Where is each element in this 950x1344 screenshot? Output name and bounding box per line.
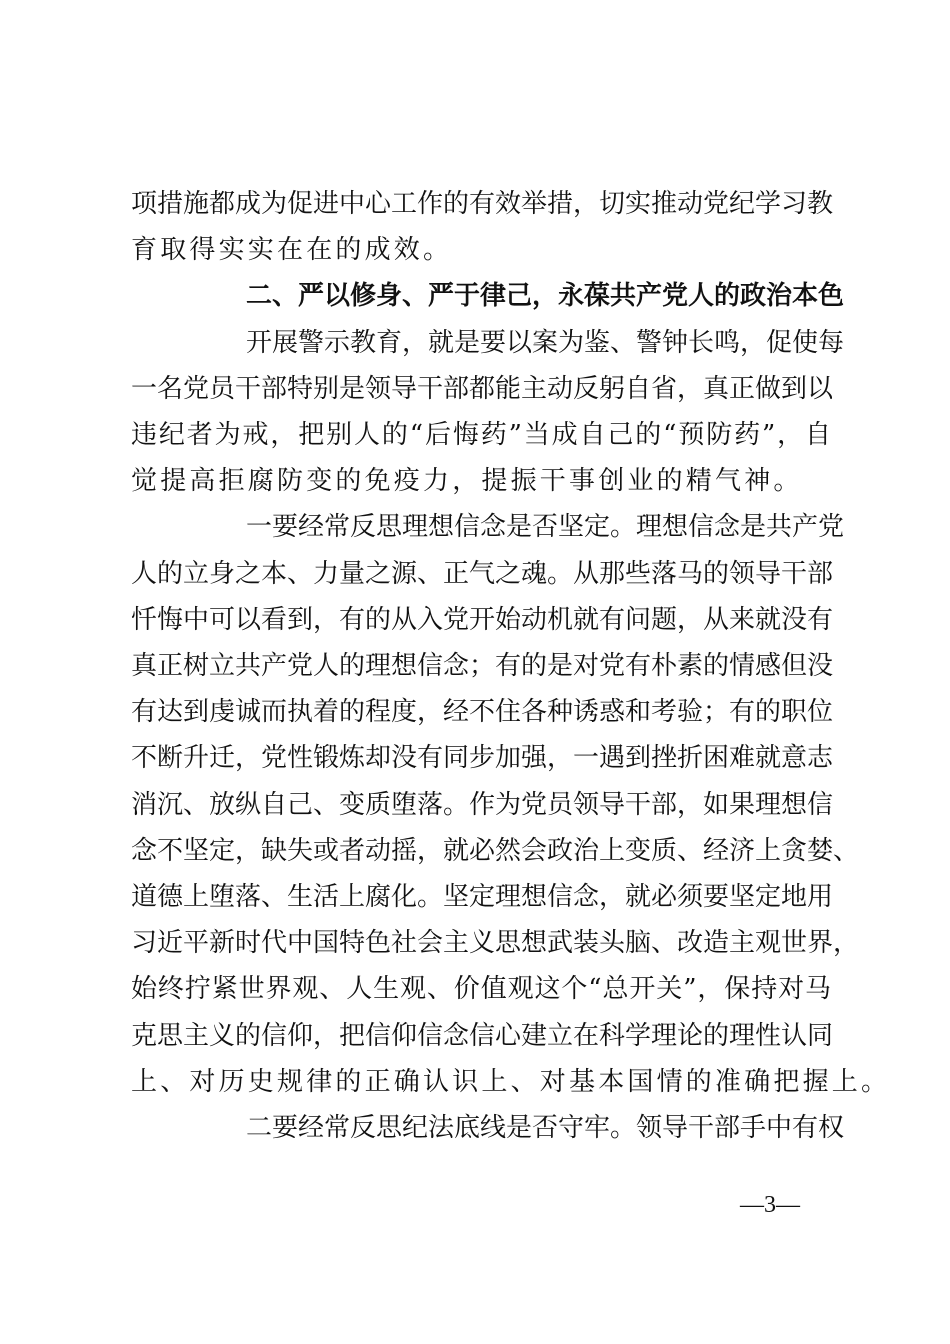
text-line: 上、对历史规律的正确认识上、对基本国情的准确把握上。	[131, 1066, 891, 1097]
text-line: 念不坚定，缺失或者动摇，就必然会政治上变质、经济上贪婪、	[131, 835, 860, 866]
text-line: 不断升迁，党性锻炼却没有同步加强，一遇到挫折困难就意志	[131, 743, 834, 774]
text-line: 消沉、放纵自己、变质堕落。作为党员领导干部，如果理想信	[131, 789, 834, 820]
text-line: 违纪者为戒，把别人的“后悔药”当成自己的“预防药”，自	[131, 420, 831, 450]
text-line: 道德上堕落、生活上腐化。坚定理想信念，就必须要坚定地用	[131, 882, 834, 912]
text-line: 觉提高拒腐防变的免疫力，提振干事创业的精气神。	[131, 466, 803, 497]
text-line: 人的立身之本、力量之源、正气之魂。从那些落马的领导干部	[131, 558, 834, 589]
text-line: 一名党员干部特别是领导干部都能主动反躬自省，真正做到以	[131, 373, 834, 404]
text-line: 始终拧紧世界观、人生观、价值观这个“总开关”，保持对马	[131, 974, 831, 1005]
text-line: 克思主义的信仰，把信仰信念信心建立在科学理论的理性认同	[131, 1020, 834, 1051]
text-line: 一要经常反思理想信念是否坚定。理想信念是共产党	[246, 512, 845, 543]
text-line: 项措施都成为促进中心工作的有效举措，切实推动党纪学习教	[131, 189, 834, 219]
text-line: 忏悔中可以看到，有的从入党开始动机就有问题，从来就没有	[131, 604, 834, 635]
text-line: 有达到虔诚而执着的程度，经不住各种诱惑和考验；有的职位	[131, 697, 834, 728]
text-line: 真正树立共产党人的理想信念；有的是对党有朴素的情感但没	[131, 651, 834, 681]
section-heading: 二、严以修身、严于律己，永葆共产党人的政治本色	[246, 281, 845, 312]
page-number: —3—	[740, 1192, 800, 1218]
text-line: 二要经常反思纪法底线是否守牢。领导干部手中有权	[246, 1113, 845, 1143]
text-line: 育取得实实在在的成效。	[131, 235, 453, 266]
text-line: 习近平新时代中国特色社会主义思想武装头脑、改造主观世界，	[131, 928, 860, 959]
text-line: 开展警示教育，就是要以案为鉴、警钟长鸣，促使每	[246, 327, 845, 358]
